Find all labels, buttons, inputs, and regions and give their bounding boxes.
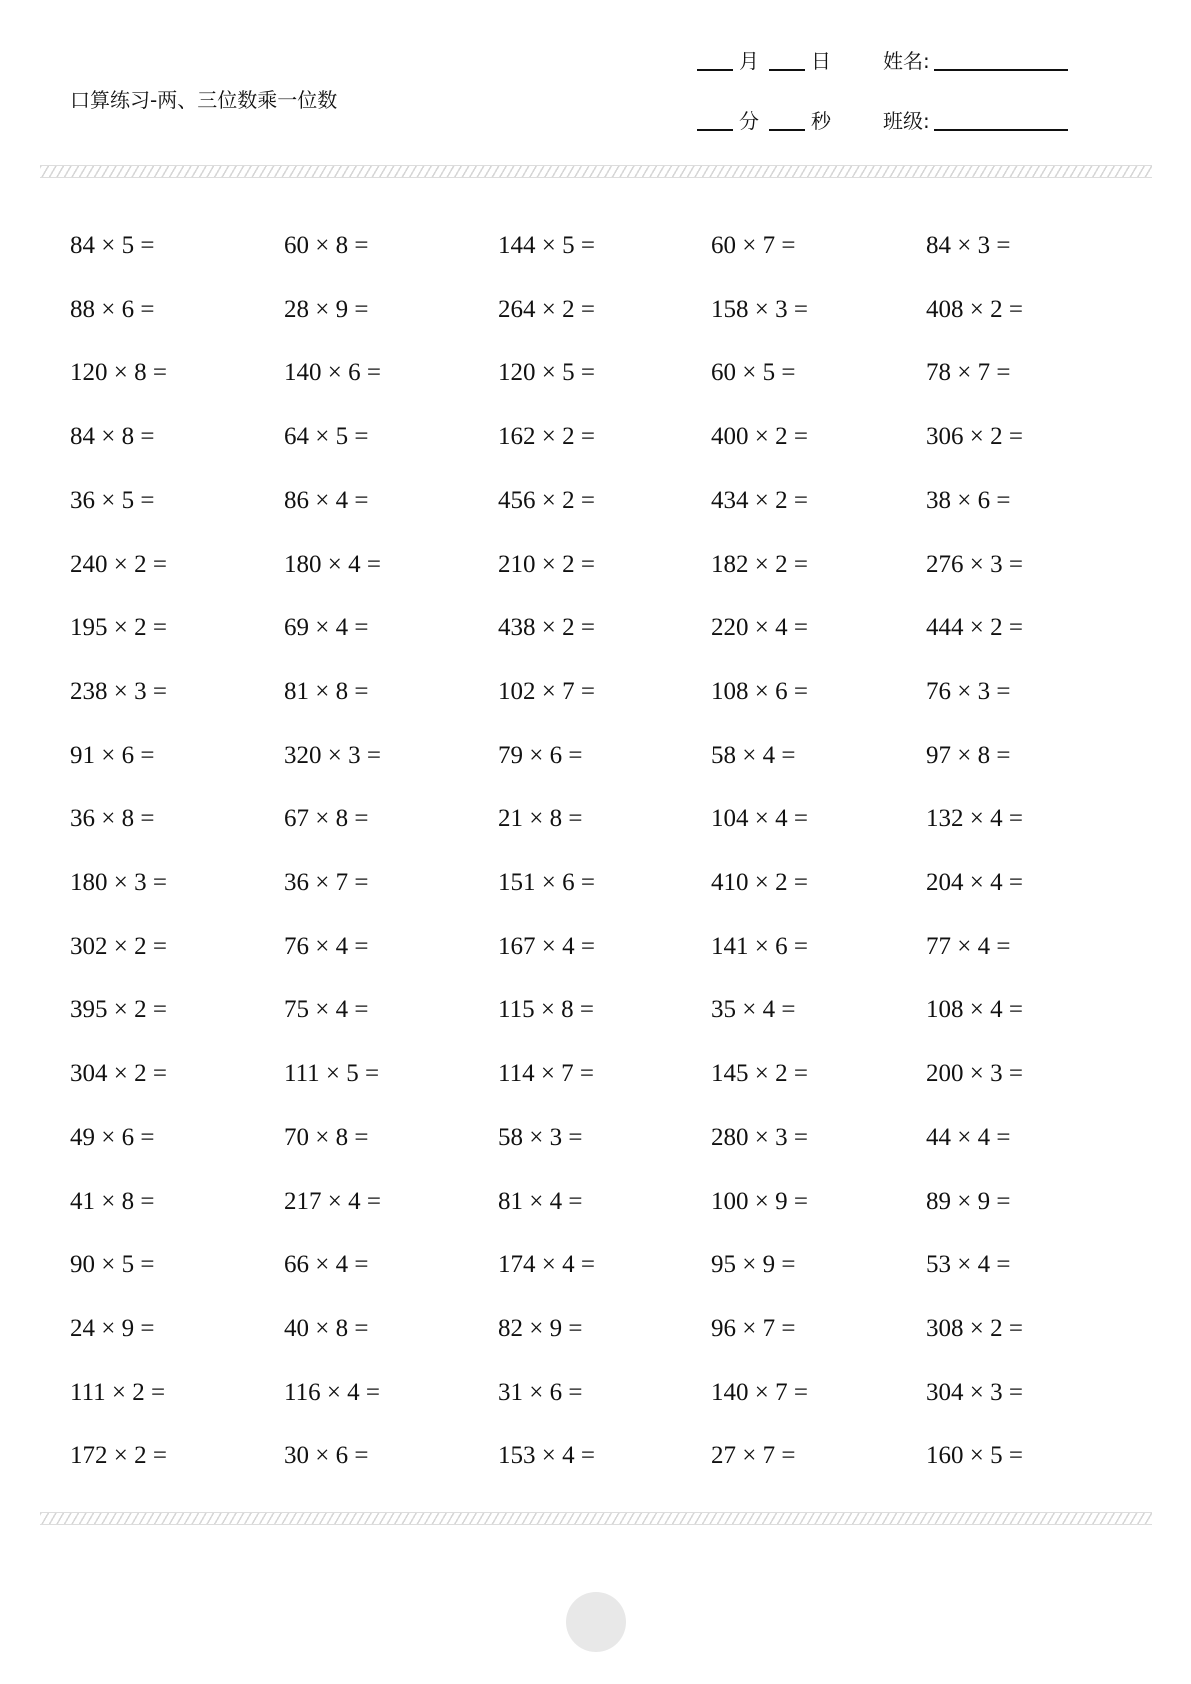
problem-item: 180 × 4 = [284, 550, 381, 578]
problem-item: 36 × 5 = [70, 486, 155, 514]
problem-item: 36 × 8 = [70, 805, 155, 833]
problem-item: 76 × 3 = [926, 677, 1011, 705]
problem-item: 60 × 7 = [711, 232, 796, 259]
problem-item: 238 × 3 = [70, 677, 167, 705]
name-label: 姓名: [883, 49, 930, 73]
problem-item: 41 × 8 = [70, 1187, 155, 1215]
problem-item: 27 × 7 = [711, 1442, 796, 1470]
problem-item: 276 × 3 = [926, 550, 1023, 578]
problem-item: 77 × 4 = [926, 932, 1011, 960]
problem-item: 438 × 2 = [498, 614, 595, 642]
problem-item: 111 × 2 = [70, 1378, 166, 1406]
problem-item: 84 × 8 = [70, 423, 155, 451]
problem-item: 108 × 4 = [926, 996, 1023, 1024]
problem-item: 38 × 6 = [926, 486, 1011, 514]
problem-item: 240 × 2 = [70, 550, 167, 578]
worksheet-title: 口算练习-两、三位数乘一位数 [70, 88, 338, 112]
problem-item: 58 × 3 = [498, 1123, 583, 1151]
bottom-divider [40, 1512, 1152, 1525]
problem-item: 172 × 2 = [70, 1442, 167, 1470]
problem-item: 82 × 9 = [498, 1314, 583, 1342]
problem-item: 153 × 4 = [498, 1442, 595, 1470]
problem-item: 395 × 2 = [70, 996, 167, 1024]
problem-item: 104 × 4 = [711, 805, 808, 833]
problem-item: 200 × 3 = [926, 1060, 1023, 1088]
problem-item: 141 × 6 = [711, 932, 808, 960]
problem-item: 35 × 4 = [711, 996, 796, 1024]
problem-item: 53 × 4 = [926, 1251, 1011, 1279]
problem-item: 28 × 9 = [284, 295, 369, 323]
problem-item: 21 × 8 = [498, 805, 583, 833]
problem-item: 140 × 6 = [284, 359, 381, 387]
top-divider [40, 165, 1152, 178]
problem-item: 158 × 3 = [711, 295, 808, 323]
date-field[interactable] [697, 48, 831, 74]
problem-item: 145 × 2 = [711, 1060, 808, 1088]
problem-item: 410 × 2 = [711, 869, 808, 896]
problem-item: 264 × 2 = [498, 295, 595, 323]
problem-item: 40 × 8 = [284, 1314, 369, 1342]
minute-label: 分 [739, 109, 759, 133]
problem-item: 115 × 8 = [498, 996, 595, 1024]
day-blank[interactable] [769, 69, 805, 71]
problem-item: 167 × 4 = [498, 932, 595, 960]
second-label: 秒 [811, 109, 831, 133]
problem-item: 58 × 4 = [711, 741, 796, 769]
page-indicator [566, 1592, 626, 1652]
problem-item: 151 × 6 = [498, 869, 595, 896]
problem-item: 220 × 4 = [711, 614, 808, 642]
problem-item: 434 × 2 = [711, 486, 808, 514]
problem-item: 84 × 5 = [70, 232, 155, 259]
problem-item: 195 × 2 = [70, 614, 167, 642]
problem-item: 320 × 3 = [284, 741, 381, 769]
problem-item: 31 × 6 = [498, 1378, 583, 1406]
month-label: 月 [739, 49, 759, 73]
problem-item: 304 × 3 = [926, 1378, 1023, 1406]
problem-item: 280 × 3 = [711, 1123, 808, 1151]
problem-item: 49 × 6 = [70, 1123, 155, 1151]
class-label: 班级: [883, 109, 930, 133]
problem-item: 204 × 4 = [926, 869, 1023, 896]
problem-item: 95 × 9 = [711, 1251, 796, 1279]
problem-item: 24 × 9 = [70, 1314, 155, 1342]
problem-item: 66 × 4 = [284, 1251, 369, 1279]
problem-item: 81 × 8 = [284, 677, 369, 705]
problem-item: 97 × 8 = [926, 741, 1011, 769]
problem-item: 86 × 4 = [284, 486, 369, 514]
problem-item: 60 × 5 = [711, 359, 796, 387]
problem-item: 162 × 2 = [498, 423, 595, 451]
problem-item: 90 × 5 = [70, 1251, 155, 1279]
class-field[interactable] [883, 108, 1074, 134]
problem-item: 120 × 8 = [70, 359, 167, 387]
problem-item: 102 × 7 = [498, 677, 595, 705]
problem-item: 91 × 6 = [70, 741, 155, 769]
problem-item: 84 × 3 = [926, 232, 1011, 259]
problem-item: 60 × 8 = [284, 232, 369, 259]
problem-item: 182 × 2 = [711, 550, 808, 578]
problem-item: 36 × 7 = [284, 869, 369, 896]
problem-item: 75 × 4 = [284, 996, 369, 1024]
problem-item: 114 × 7 = [498, 1060, 595, 1088]
problem-item: 306 × 2 = [926, 423, 1023, 451]
name-field[interactable] [883, 48, 1074, 74]
second-blank[interactable] [769, 129, 805, 131]
problem-item: 210 × 2 = [498, 550, 595, 578]
problem-item: 69 × 4 = [284, 614, 369, 642]
month-blank[interactable] [697, 69, 733, 71]
problem-item: 174 × 4 = [498, 1251, 595, 1279]
problem-item: 120 × 5 = [498, 359, 595, 387]
problem-item: 400 × 2 = [711, 423, 808, 451]
problem-item: 88 × 6 = [70, 295, 155, 323]
problem-item: 444 × 2 = [926, 614, 1023, 642]
problem-item: 30 × 6 = [284, 1442, 369, 1470]
problem-item: 144 × 5 = [498, 232, 595, 259]
problem-item: 96 × 7 = [711, 1314, 796, 1342]
problem-item: 111 × 5 = [284, 1060, 380, 1088]
minute-blank[interactable] [697, 129, 733, 131]
problem-item: 140 × 7 = [711, 1378, 808, 1406]
problem-item: 64 × 5 = [284, 423, 369, 451]
problem-item: 89 × 9 = [926, 1187, 1011, 1215]
problem-item: 217 × 4 = [284, 1187, 381, 1215]
class-blank[interactable] [934, 129, 1068, 131]
problem-item: 70 × 8 = [284, 1123, 369, 1151]
day-label: 日 [811, 49, 831, 73]
problem-item: 304 × 2 = [70, 1060, 167, 1088]
problem-item: 132 × 4 = [926, 805, 1023, 833]
problem-item: 67 × 8 = [284, 805, 369, 833]
name-blank[interactable] [934, 69, 1068, 71]
problem-item: 79 × 6 = [498, 741, 583, 769]
problem-item: 100 × 9 = [711, 1187, 808, 1215]
problem-item: 160 × 5 = [926, 1442, 1023, 1470]
problem-item: 116 × 4 = [284, 1378, 381, 1406]
problem-item: 180 × 3 = [70, 869, 167, 896]
problem-item: 456 × 2 = [498, 486, 595, 514]
problem-item: 78 × 7 = [926, 359, 1011, 387]
problem-item: 408 × 2 = [926, 295, 1023, 323]
problem-item: 76 × 4 = [284, 932, 369, 960]
time-field[interactable] [697, 108, 831, 134]
problem-item: 81 × 4 = [498, 1187, 583, 1215]
problem-item: 302 × 2 = [70, 932, 167, 960]
problem-item: 308 × 2 = [926, 1314, 1023, 1342]
problem-item: 108 × 6 = [711, 677, 808, 705]
problem-item: 44 × 4 = [926, 1123, 1011, 1151]
